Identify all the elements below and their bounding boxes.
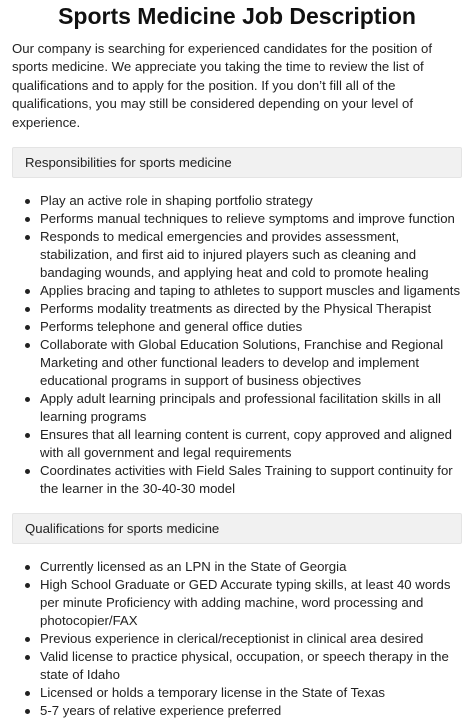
list-item-text: Responds to medical emergencies and provides assessment, stabilization, and first aid to injured players such as cleaning and bandaging wounds, and applying heat and cold to promote healing xyxy=(40,229,429,281)
bullet-icon xyxy=(25,469,30,474)
list-item xyxy=(40,300,462,318)
list-item-text: Valid license to practice physical, occupation, or speech therapy in the state of Idaho xyxy=(40,649,449,683)
bullet-icon xyxy=(25,583,30,588)
responsibilities-list xyxy=(12,192,462,498)
list-item xyxy=(40,228,462,282)
responsibilities-section-header xyxy=(12,147,462,178)
intro-paragraph: Our company is searching for experienced candidates for the position of sports medicine. We appreciate you taking the time to review the list of qualifications and to apply for the position. If you don’t fill all of the qualifications, you may still be considered depending on your level of experience. xyxy=(12,41,433,130)
list-item xyxy=(40,630,462,648)
responsibilities-heading: Responsibilities for sports medicine xyxy=(25,155,232,171)
list-item-text: 5-7 years of relative experience preferred xyxy=(40,703,282,719)
list-item xyxy=(40,462,462,498)
list-item xyxy=(40,648,462,684)
bullet-icon xyxy=(25,709,30,714)
list-item xyxy=(40,426,462,462)
qualifications-section-header xyxy=(12,513,462,544)
bullet-icon xyxy=(25,433,30,438)
bullet-icon xyxy=(25,637,30,642)
bullet-icon xyxy=(25,199,30,204)
list-item xyxy=(40,210,462,228)
list-item-text: Applies bracing and taping to athletes to support muscles and ligaments xyxy=(40,283,461,299)
bullet-icon xyxy=(25,397,30,402)
bullet-icon xyxy=(25,235,30,240)
list-item-text: Licensed or holds a temporary license in the State of Texas xyxy=(40,685,386,701)
list-item-text: Play an active role in shaping portfolio strategy xyxy=(40,193,313,209)
bullet-icon xyxy=(25,325,30,330)
list-item-text: Performs modality treatments as directed by the Physical Therapist xyxy=(40,301,432,317)
list-item xyxy=(40,390,462,426)
list-item xyxy=(40,336,462,390)
list-item-text: Apply adult learning principals and professional facilitation skills in all learning programs xyxy=(40,391,441,425)
list-item-text: Coordinates activities with Field Sales Training to support continuity for the learner in the 30-40-30 model xyxy=(40,463,453,497)
page-title: Sports Medicine Job Description xyxy=(58,3,416,29)
list-item-text: High School Graduate or GED Accurate typing skills, at least 40 words per minute Proficiency with adding machine, word processing and photocopier/FAX xyxy=(40,577,451,629)
list-item xyxy=(40,558,462,576)
bullet-icon xyxy=(25,343,30,348)
bullet-icon xyxy=(25,289,30,294)
list-item xyxy=(40,192,462,210)
bullet-icon xyxy=(25,565,30,570)
list-item-text: Ensures that all learning content is current, copy approved and aligned with all government and legal requirements xyxy=(40,427,452,461)
bullet-icon xyxy=(25,655,30,660)
bullet-icon xyxy=(25,217,30,222)
list-item xyxy=(40,318,462,336)
bullet-icon xyxy=(25,691,30,696)
list-item xyxy=(40,684,462,702)
qualifications-heading: Qualifications for sports medicine xyxy=(25,521,220,537)
list-item-text: Performs telephone and general office duties xyxy=(40,319,303,335)
list-item-text: Performs manual techniques to relieve symptoms and improve function xyxy=(40,211,455,227)
list-item xyxy=(40,282,462,300)
bullet-icon xyxy=(25,307,30,312)
list-item-text: Currently licensed as an LPN in the State of Georgia xyxy=(40,559,347,575)
list-item xyxy=(40,702,462,720)
list-item xyxy=(40,576,462,630)
list-item-text: Collaborate with Global Education Solutions, Franchise and Regional Marketing and other functional leaders to develop and implement educational programs in support of business objectives xyxy=(40,337,444,389)
list-item-text: Previous experience in clerical/receptionist in clinical area desired xyxy=(40,631,424,647)
qualifications-list xyxy=(12,558,462,720)
